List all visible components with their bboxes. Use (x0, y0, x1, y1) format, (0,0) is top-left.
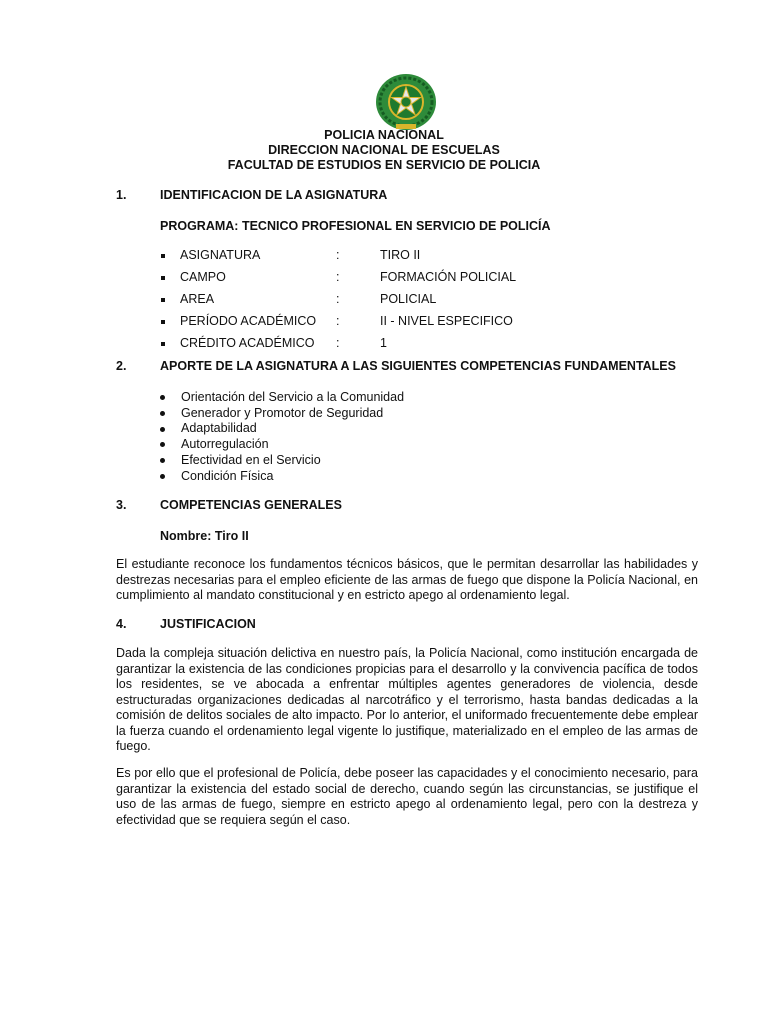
field-label-campo: CAMPO (180, 270, 226, 284)
square-bullet (161, 254, 165, 258)
square-bullet (161, 298, 165, 302)
field-label-credito: CRÉDITO ACADÉMICO (180, 336, 315, 350)
field-separator: : (336, 314, 340, 328)
field-value-periodo: II - NIVEL ESPECIFICO (380, 314, 513, 328)
round-bullet (160, 411, 165, 416)
competency-item: Condición Física (181, 469, 274, 483)
program-line: PROGRAMA: TECNICO PROFESIONAL EN SERVICIO DE POLICÍA (160, 219, 551, 233)
section-3-paragraph: El estudiante reconoce los fundamentos técnicos básicos, que le permitan desarrollar las habilidades y destrezas necesarias para el empleo eficiente de las armas de fuego que dispone la Policía Nacional, en cumplimiento al mandato constitucional y en estricto apego al ordenamiento legal. (116, 557, 698, 602)
section-2-number: 2. (116, 359, 127, 373)
square-bullet (161, 276, 165, 280)
field-label-area: AREA (180, 292, 215, 306)
section-4-number: 4. (116, 617, 127, 631)
justification-paragraph-1: Dada la compleja situación delictiva en nuestro país, la Policía Nacional, como institución encargada de garantizar la existencia de las condiciones propicias para el desarrollo y la convivencia pacífica de todos los residentes, se ve abocada a enfrentar múltiples agentes generadores de violencia, desde estructuradas organizaciones dedicadas al narcotráfico y el terrorismo, hasta bandas dedicadas a la comisión de delitos sociales de alto impacto. Por lo anterior, el uniformado frecuentemente debe emplear la fuerza cuando el ordenamiento legal vigente lo justifique, materializado en el empleo de las armas de fuego. (116, 646, 698, 753)
competency-item: Autorregulación (181, 437, 269, 451)
justification-paragraph-2: Es por ello que el profesional de Policía, debe poseer las capacidades y el conocimiento necesario, para garantizar la existencia del estado social de derecho, cuando según las circunstancias, se justifique el uso de las armas de fuego, siempre en estricto apego al ordenamiento legal, pero con la destreza y efectividad que se requiera según el caso. (116, 766, 698, 827)
competency-item: Orientación del Servicio a la Comunidad (181, 390, 405, 404)
section-3-number: 3. (116, 498, 127, 512)
round-bullet (160, 427, 165, 432)
header-line-2: DIRECCION NACIONAL DE ESCUELAS (268, 143, 500, 157)
section-2-title: APORTE DE LA ASIGNATURA A LAS SIGUIENTES COMPETENCIAS FUNDAMENTALES (160, 359, 676, 373)
field-separator: : (336, 336, 340, 350)
field-value-area: POLICIAL (380, 292, 437, 306)
square-bullet (161, 342, 165, 346)
round-bullet (160, 395, 165, 400)
field-separator: : (336, 270, 340, 284)
square-bullet (161, 320, 165, 324)
section-1-number: 1. (116, 188, 127, 202)
field-separator: : (336, 248, 340, 262)
section-3-title: COMPETENCIAS GENERALES (160, 498, 342, 512)
competency-item: Efectividad en el Servicio (181, 453, 321, 467)
section-1-title: IDENTIFICACION DE LA ASIGNATURA (160, 188, 388, 202)
round-bullet (160, 458, 165, 463)
round-bullet (160, 442, 165, 447)
field-label-asignatura: ASIGNATURA (180, 248, 261, 262)
field-label-periodo: PERÍODO ACADÉMICO (180, 314, 317, 328)
section-4-title: JUSTIFICACION (160, 617, 256, 631)
competency-name: Nombre: Tiro II (160, 529, 249, 543)
round-bullet (160, 474, 165, 479)
policia-emblem-icon (374, 72, 438, 132)
field-value-campo: FORMACIÓN POLICIAL (380, 270, 517, 284)
competency-item: Generador y Promotor de Seguridad (181, 406, 384, 420)
field-separator: : (336, 292, 340, 306)
header-line-1: POLICIA NACIONAL (324, 128, 444, 142)
header-line-3: FACULTAD DE ESTUDIOS EN SERVICIO DE POLICIA (227, 158, 541, 172)
field-value-asignatura: TIRO II (380, 248, 421, 262)
field-value-credito: 1 (380, 336, 387, 350)
competency-item: Adaptabilidad (181, 421, 257, 435)
